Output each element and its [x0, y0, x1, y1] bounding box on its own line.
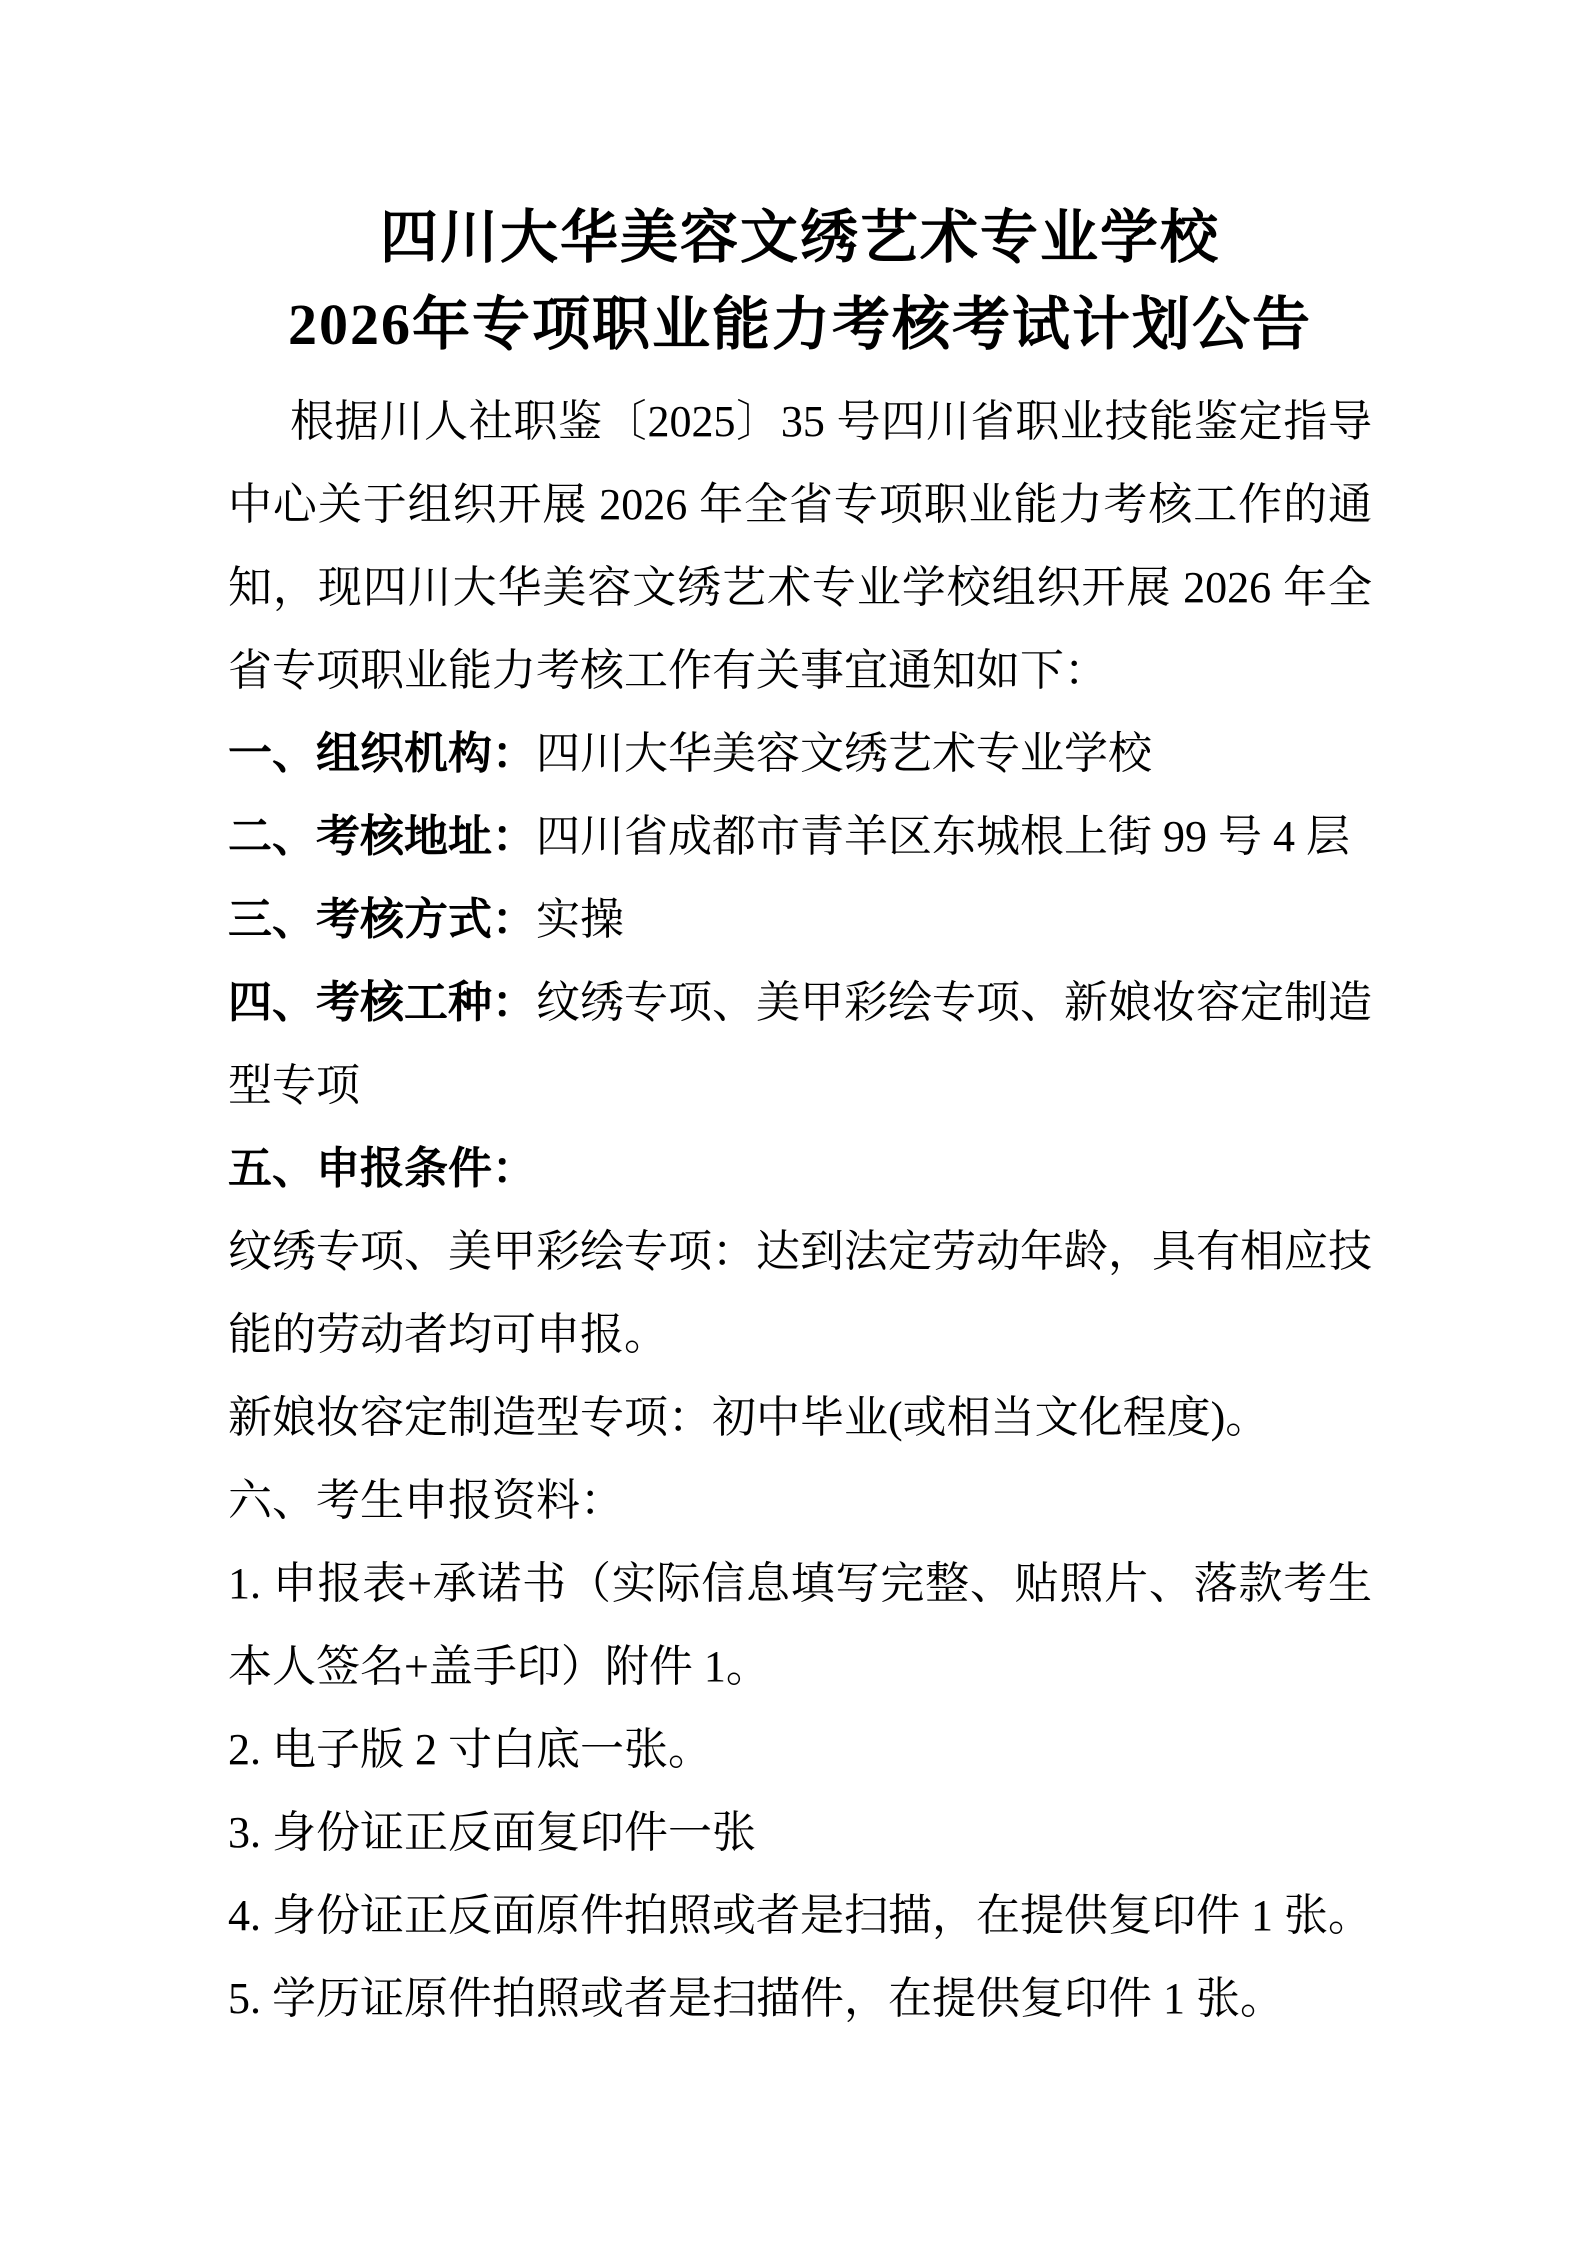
section-assessment-occupations-value: 纹绣专项、美甲彩绘专项、新娘妆容定制造型专项 — [228, 978, 1372, 1110]
section-assessment-address — [228, 795, 1372, 878]
condition-tattoo-nail-text: 纹绣专项、美甲彩绘专项：达到法定劳动年龄，具有相应技能的劳动者均可申报。 — [228, 1227, 1372, 1359]
section-applicant-materials-text: 六、考生申报资料： — [228, 1476, 624, 1525]
title-line-2: 2026年专项职业能力考核考试计划公告 — [287, 292, 1312, 357]
section-assessment-occupations-label: 四、考核工种： — [228, 978, 536, 1027]
condition-tattoo-nail — [228, 1210, 1372, 1376]
section-assessment-occupations — [228, 961, 1372, 1127]
section-applicant-materials-heading — [228, 1459, 1372, 1542]
page-title — [228, 194, 1372, 368]
material-item-3 — [228, 1791, 1372, 1874]
section-organization-label: 一、组织机构： — [228, 729, 536, 778]
intro-paragraph: 根据川人社职鉴〔2025〕35 号四川省职业技能鉴定指导中心关于组织开展 2026 年全省专项职业能力考核工作的通知，现四川大华美容文绣艺术专业学校组织开展 2026 年全省专项职业能力考核工作有关事宜通知如下： — [228, 397, 1372, 695]
section-application-conditions-heading — [228, 1127, 1372, 1210]
material-item-4 — [228, 1874, 1372, 1957]
section-organization-value: 四川大华美容文绣艺术专业学校 — [536, 729, 1152, 778]
document-body — [228, 380, 1372, 2040]
title-line-1: 四川大华美容文绣艺术专业学校 — [379, 205, 1220, 270]
material-item-1 — [228, 1542, 1372, 1708]
section-assessment-address-value: 四川省成都市青羊区东城根上街 99 号 4 层 — [536, 812, 1350, 861]
section-organization — [228, 712, 1372, 795]
material-item-2 — [228, 1708, 1372, 1791]
section-assessment-method-value: 实操 — [536, 895, 624, 944]
material-item-4-text: 4. 身份证正反面原件拍照或者是扫描，在提供复印件 1 张。 — [228, 1891, 1372, 1940]
material-item-3-text: 3. 身份证正反面复印件一张 — [228, 1808, 756, 1857]
material-item-5 — [228, 1957, 1372, 2040]
section-application-conditions-label: 五、申报条件： — [228, 1144, 536, 1193]
section-assessment-method-label: 三、考核方式： — [228, 895, 536, 944]
condition-bridal-makeup — [228, 1376, 1372, 1459]
material-item-5-text: 5. 学历证原件拍照或者是扫描件，在提供复印件 1 张。 — [228, 1974, 1284, 2023]
material-item-1-text: 1. 申报表+承诺书（实际信息填写完整、贴照片、落款考生本人签名+盖手印）附件 1。 — [228, 1559, 1372, 1691]
condition-bridal-makeup-text: 新娘妆容定制造型专项：初中毕业(或相当文化程度)。 — [228, 1393, 1270, 1442]
section-assessment-address-label: 二、考核地址： — [228, 812, 536, 861]
section-assessment-method — [228, 878, 1372, 961]
material-item-2-text: 2. 电子版 2 寸白底一张。 — [228, 1725, 712, 1774]
